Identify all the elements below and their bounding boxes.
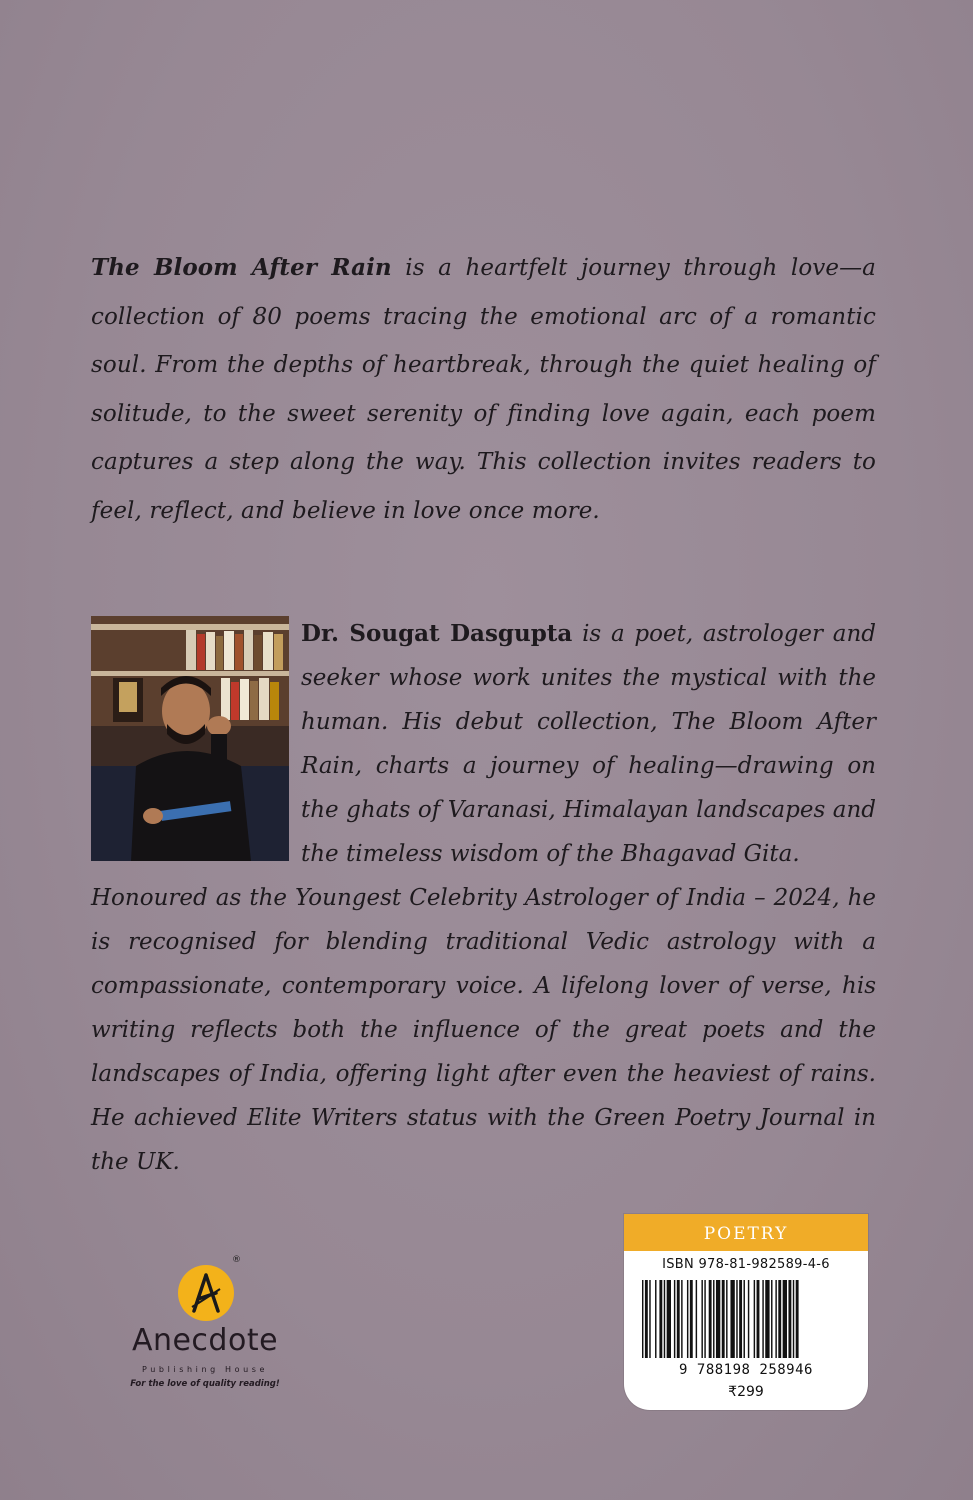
author-bio-book-title: The Bloom After Rain: [301, 709, 876, 779]
barcode-bar: [757, 1280, 760, 1358]
publisher-logo-icon: [178, 1265, 234, 1321]
barcode-bar: [687, 1280, 688, 1358]
barcode-bar: [736, 1280, 737, 1358]
barcode-number: 9 788198 258946: [679, 1362, 813, 1378]
price-label: ₹299: [728, 1384, 764, 1400]
author-photo-image: [91, 616, 289, 861]
barcode-bar: [754, 1280, 755, 1358]
barcode-bar: [677, 1280, 680, 1358]
author-bio-text-1: is a poet, astrologer and seeker whose work unites the mystical with the human. His debut collection,: [301, 621, 877, 735]
barcode-bar: [748, 1280, 749, 1358]
publisher-logo: [110, 1255, 310, 1395]
barcode-bar: [659, 1280, 662, 1358]
barcode-bar: [778, 1280, 781, 1358]
barcode-bar: [681, 1280, 682, 1358]
barcode-bar: [674, 1280, 675, 1358]
barcode-bar: [664, 1280, 665, 1358]
barcode-bar: [793, 1280, 794, 1358]
barcode-bar: [716, 1280, 720, 1358]
barcode-bar: [739, 1280, 742, 1358]
barcode-bar: [696, 1280, 697, 1358]
genre-label: POETRY: [624, 1214, 868, 1251]
barcode-bar: [788, 1280, 791, 1358]
author-bio-paragraph-2: Honoured as the Youngest Celebrity Astrologer of India – 2024, he is recognised for blending traditional Vedic astrology with a compassionate, contemporary voice. A lifelong lover of verse, his writing reflects both the influence of the great poets and the landscapes of India, offering light after even the heaviest of rains. He achieved Elite Writers status with the Green Poetry Journal in the UK.: [91, 885, 876, 1175]
barcode-label: [624, 1214, 868, 1410]
publisher-tagline: For the love of quality reading!: [130, 1379, 280, 1389]
barcode-bar: [744, 1280, 745, 1358]
publisher-name: Anecdote: [131, 1323, 279, 1358]
barcode-bar: [722, 1280, 725, 1358]
barcode-bar: [783, 1280, 787, 1358]
barcode-bar: [730, 1280, 734, 1358]
author-bio-text-2: , charts a journey of healing—drawing on the ghats of Varanasi, Himalayan landscapes and the timeless wisdom of the: [301, 753, 876, 867]
barcode-bar: [709, 1280, 712, 1358]
author-bio: [91, 612, 876, 1184]
barcode-bar: [667, 1280, 671, 1358]
registered-mark: ®: [232, 1255, 241, 1265]
author-name: Dr. Sougat Dasgupta: [301, 620, 573, 647]
barcode-bar: [796, 1280, 799, 1358]
book-title: The Bloom After Rain: [91, 254, 392, 281]
barcode-bar: [762, 1280, 763, 1358]
barcode-bar: [765, 1280, 769, 1358]
barcode-bar: [690, 1280, 693, 1358]
barcode-bar: [655, 1280, 656, 1358]
barcode-bar: [701, 1280, 702, 1358]
isbn-text: ISBN 978-81-982589-4-6: [662, 1257, 830, 1272]
barcode-bar: [771, 1280, 772, 1358]
barcode-bar: [704, 1280, 705, 1358]
barcode-bar: [642, 1280, 643, 1358]
author-bio-scripture: Bhagavad Gita: [621, 841, 793, 867]
author-bio-text-3: .: [792, 841, 800, 867]
publisher-subtitle: Publishing House: [141, 1365, 269, 1374]
barcode-bar: [713, 1280, 714, 1358]
barcode-bar: [649, 1280, 650, 1358]
author-photo: [91, 616, 289, 861]
book-blurb: [91, 244, 876, 535]
barcode-bar: [726, 1280, 727, 1358]
blurb-text: is a heartfelt journey through love—a collection of 80 poems tracing the emotional arc of a romantic soul. From the depths of heartbreak, through the quiet healing of solitude, to the sweet serenity of finding love again, each poem captures a step along the way. This collection invites readers to feel, reflect, and believe in love once more.: [91, 255, 876, 524]
barcode-bar: [775, 1280, 776, 1358]
barcode-bars: [642, 1280, 850, 1358]
barcode-bar: [645, 1280, 648, 1358]
